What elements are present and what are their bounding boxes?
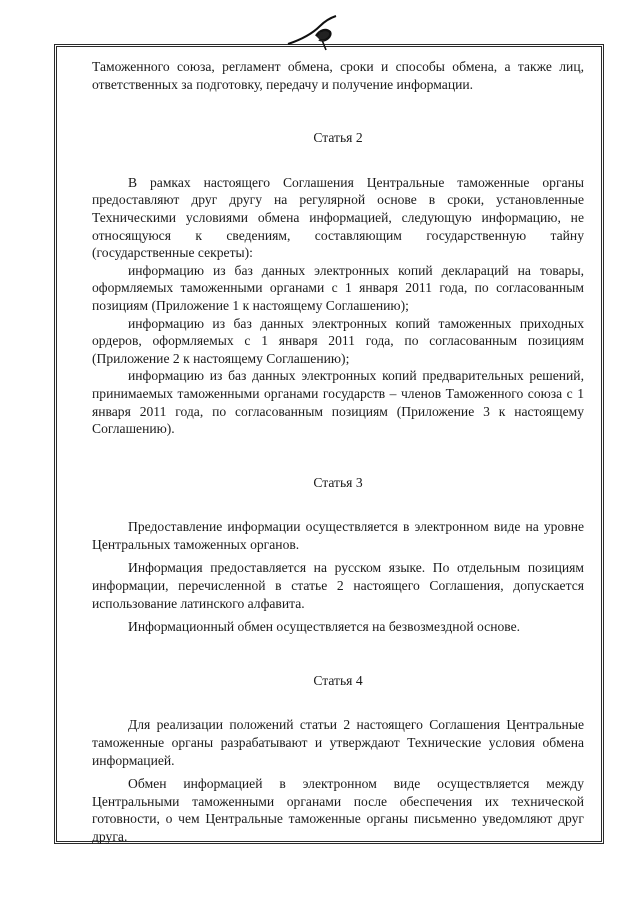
article-3-paragraph-1: Предоставление информации осуществляется в электронном виде на уровне Центральных таможенных органов. [92, 519, 584, 552]
page-number: 2 [318, 30, 325, 45]
article-3-paragraph-2: Информация предоставляется на русском языке. По отдельным позициям информации, перечисленной в статье 2 настоящего Соглашения, допускается использование латинского алфавита. [92, 560, 584, 611]
document-body [92, 58, 584, 846]
article-3-title: Статья 3 [313, 474, 363, 490]
article-4-paragraph-2: Обмен информацией в электронном виде осуществляется между Центральными таможенными органами после обеспечения их технической готовности, о чем Центральные таможенные органы письменно уведомляют друг друга. [92, 776, 584, 844]
article-3-paragraph-3: Информационный обмен осуществляется на безвозмездной основе. [128, 619, 521, 635]
article-4-paragraph-1: Для реализации положений статьи 2 настоящего Соглашения Центральные таможенные органы разрабатывают и утверждают Технические условия обмена информацией. [92, 717, 584, 768]
intro-paragraph: Таможенного союза, регламент обмена, сроки и способы обмена, а также лиц, ответственных за подготовку, передачу и получение информации. [92, 59, 584, 92]
article-2-item-3: информацию из баз данных электронных копий предварительных решений, принимаемых таможенными органами государств – членов Таможенного союза с 1 января 2011 года, по согласованным позициям (Приложение 3 к настоящему Соглашению). [92, 368, 584, 437]
article-4-title: Статья 4 [313, 672, 363, 688]
article-2-paragraph: В рамках настоящего Соглашения Центральные таможенные органы предоставляют друг другу на регулярной основе в сроки, установленные Техническими условиями обмена информацией, следующую информацию, не относящуюся к сведениям, составляющим государственную тайну (государственные секреты): [92, 174, 584, 261]
article-2-item-2: информацию из баз данных электронных копий таможенных приходных ордеров, оформляемых с 1 января 2011 года, по согласованным позициям (Приложение 2 к настоящему Соглашению); [92, 315, 584, 366]
article-2-item-1: информацию из баз данных электронных копий деклараций на товары, оформляемых таможенными органами с 1 января 2011 года, по согласованным позициям (Приложение 1 к настоящему Соглашению); [92, 262, 584, 313]
article-2-title: Статья 2 [313, 130, 363, 146]
handwritten-signature [286, 14, 342, 54]
